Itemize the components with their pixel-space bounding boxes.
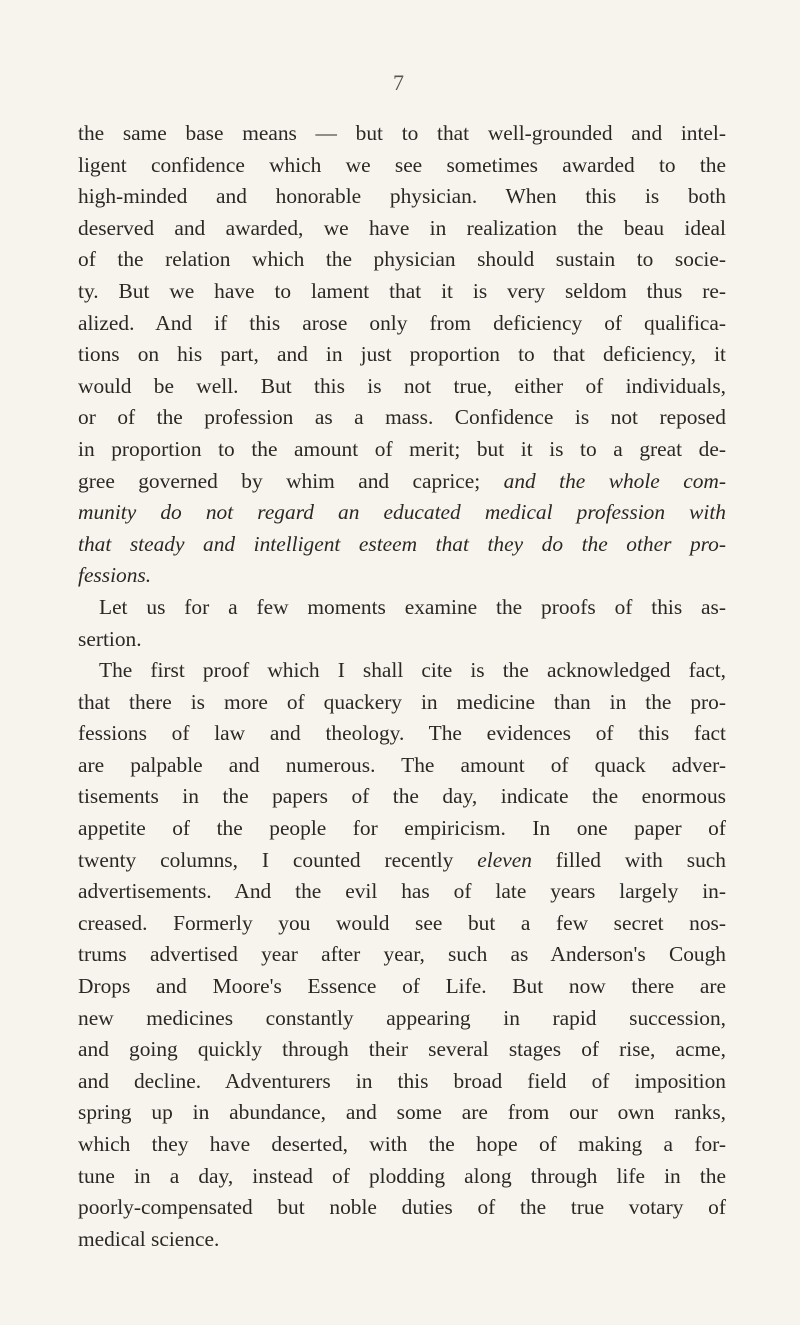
- text-run: spring up in abundance, and some are from our own ranks,: [78, 1100, 726, 1125]
- italic-text: fessions.: [78, 563, 152, 588]
- text-line: [78, 402, 726, 434]
- text-line: [78, 213, 726, 245]
- text-run: would be well. But this is not true, either of individuals,: [78, 373, 726, 398]
- text-line: [78, 276, 726, 308]
- text-run: deserved and awarded, we have in realization the beau ideal: [78, 215, 726, 240]
- text-line: [78, 434, 726, 466]
- text-run: gree governed by whim and caprice;: [78, 468, 504, 493]
- text-line: [78, 718, 726, 750]
- text-line: [78, 308, 726, 340]
- body-text: [78, 118, 726, 1255]
- text-line: [78, 1097, 726, 1129]
- text-run: The first proof which I shall cite is the acknowledged fact,: [99, 658, 726, 683]
- text-run: fessions of law and theology. The evidences of this fact: [78, 721, 726, 746]
- text-line: [78, 118, 726, 150]
- text-line: [78, 876, 726, 908]
- text-run: tions on his part, and in just proportion to that deficiency, it: [78, 342, 726, 367]
- text-run: high-minded and honorable physician. When this is both: [78, 184, 726, 209]
- text-run: which they have deserted, with the hope of making a for-: [78, 1132, 726, 1156]
- italic-text: munity do not regard an educated medical profession with: [78, 500, 726, 525]
- text-run: new medicines constantly appearing in rapid succession,: [78, 1005, 726, 1030]
- text-line: [78, 150, 726, 182]
- text-run: the same base means — but to that well-grounded and intel-: [78, 121, 726, 145]
- text-run: Let us for a few moments examine the proofs of this as-: [99, 594, 726, 619]
- text-run: medical science.: [78, 1226, 220, 1251]
- text-run: and decline. Adventurers in this broad field of imposition: [78, 1068, 726, 1093]
- text-line: [78, 1224, 726, 1256]
- text-run: and going quickly through their several stages of rise, acme,: [78, 1037, 726, 1062]
- text-line: [78, 939, 726, 971]
- text-run: trums advertised year after year, such as Anderson's Cough: [78, 942, 726, 967]
- text-line: [78, 1192, 726, 1224]
- text-run: poorly-compensated but noble duties of the true votary of: [78, 1195, 726, 1220]
- italic-text: and the whole com-: [503, 468, 726, 493]
- text-line: [78, 244, 726, 276]
- text-run: of the relation which the physician should sustain to socie-: [78, 247, 726, 272]
- text-line: [78, 1161, 726, 1193]
- text-line: [78, 1129, 726, 1161]
- italic-text: that steady and intelligent esteem that they do the other pro-: [78, 531, 726, 556]
- text-line: [78, 908, 726, 940]
- text-run: advertisements. And the evil has of late years largely in-: [78, 879, 726, 904]
- text-run: that there is more of quackery in medicine than in the pro-: [78, 689, 726, 714]
- text-line: [78, 339, 726, 371]
- text-run: tisements in the papers of the day, indicate the enormous: [78, 784, 726, 809]
- text-line: [78, 560, 726, 592]
- text-line: [78, 971, 726, 1003]
- text-run: or of the profession as a mass. Confidence is not reposed: [78, 405, 726, 430]
- italic-text: eleven: [477, 847, 532, 872]
- text-line: [78, 750, 726, 782]
- text-line: [78, 529, 726, 561]
- text-run: ty. But we have to lament that it is very seldom thus re-: [78, 278, 726, 303]
- text-line: [78, 1034, 726, 1066]
- text-line: [78, 371, 726, 403]
- text-run: appetite of the people for empiricism. In one paper of: [78, 816, 726, 841]
- text-line: [78, 813, 726, 845]
- text-run: are palpable and numerous. The amount of quack adver-: [78, 752, 726, 777]
- text-run: creased. Formerly you would see but a few secret nos-: [78, 910, 726, 935]
- text-line: [78, 181, 726, 213]
- text-line: [78, 1066, 726, 1098]
- text-line: [78, 624, 726, 656]
- text-line: [78, 687, 726, 719]
- text-line: [78, 655, 726, 687]
- text-line: [78, 1003, 726, 1035]
- text-line: [78, 497, 726, 529]
- text-run: filled with such: [531, 847, 726, 872]
- text-run: Drops and Moore's Essence of Life. But now there are: [78, 974, 726, 999]
- text-run: in proportion to the amount of merit; but it is to a great de-: [78, 436, 726, 461]
- text-line: [78, 466, 726, 498]
- text-run: twenty columns, I counted recently: [78, 847, 478, 872]
- page-number: 7: [393, 70, 404, 95]
- text-line: [78, 781, 726, 813]
- text-line: [78, 592, 726, 624]
- text-run: ligent confidence which we see sometimes awarded to the: [78, 152, 726, 177]
- text-run: sertion.: [78, 626, 142, 651]
- text-run: alized. And if this arose only from deficiency of qualifica-: [78, 310, 726, 335]
- text-run: tune in a day, instead of plodding along through life in the: [78, 1163, 726, 1188]
- text-line: [78, 845, 726, 877]
